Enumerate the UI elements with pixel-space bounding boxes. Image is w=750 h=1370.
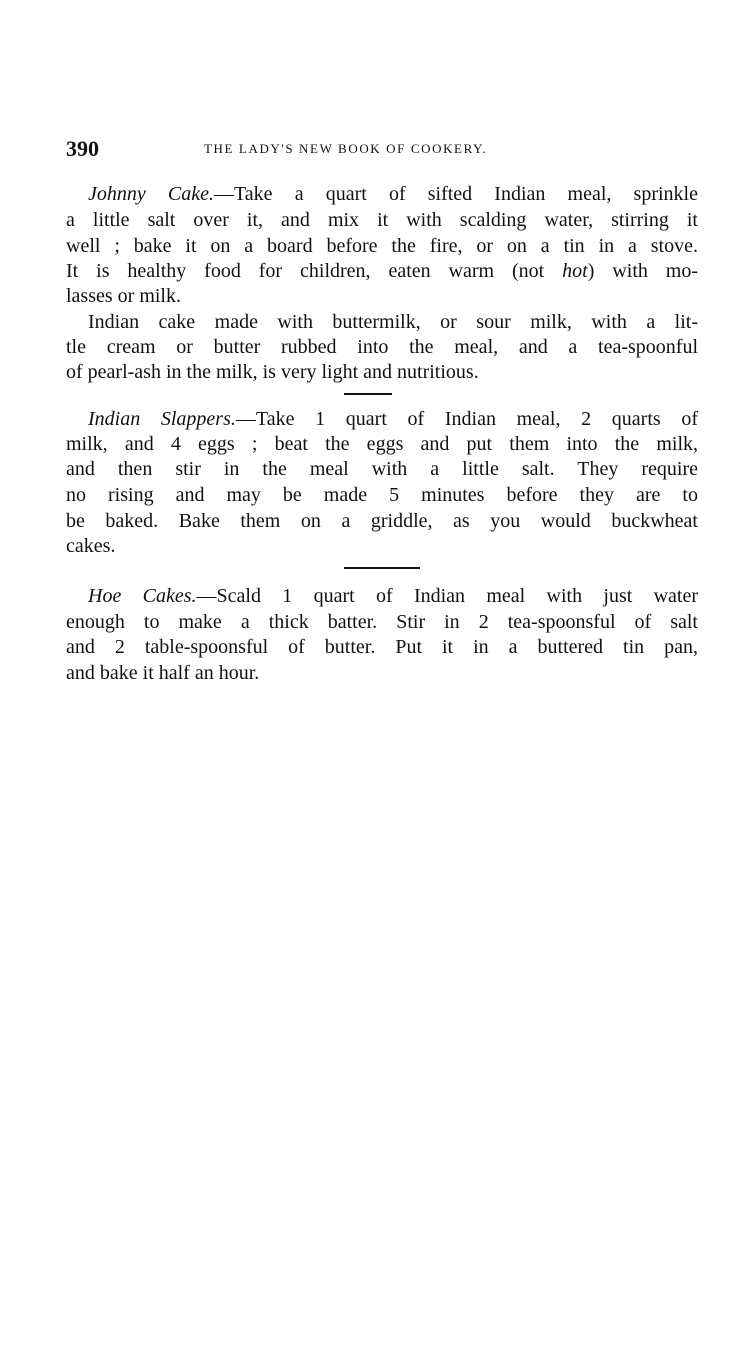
- text-segment: tle cream or butter rubbed into the meal, and a tea-spoonful: [66, 336, 698, 358]
- indian-slappers-line: [66, 432, 698, 456]
- text-segment: It is healthy food for children, eaten warm (not: [66, 260, 563, 282]
- text-segment: milk, and 4 eggs ; beat the eggs and put them into the milk,: [66, 433, 698, 455]
- text-segment: —Scald 1 quart of Indian meal with just water: [196, 585, 699, 607]
- running-title: THE LADY'S NEW BOOK OF COOKERY.: [204, 141, 488, 156]
- text-segment: ) with mo-: [587, 260, 699, 282]
- johnny-cake-line: [66, 259, 698, 283]
- indian-slappers-line: [66, 534, 698, 558]
- johnny-cake-line: [66, 234, 698, 258]
- johnny-cake-line: [66, 284, 698, 308]
- text-segment: and 2 table-spoonsful of butter. Put it in a buttered tin pan,: [66, 636, 698, 658]
- johnny-cake-line: [66, 208, 698, 232]
- text-segment: well ; bake it on a board before the fire, or on a tin in a stove.: [66, 235, 698, 257]
- indian-slappers-line: [66, 483, 698, 507]
- page-header: [66, 136, 698, 164]
- section-divider: [344, 567, 420, 569]
- section-divider: [344, 393, 392, 395]
- johnny-cake-line: [88, 182, 698, 206]
- page-number: 390: [66, 136, 99, 161]
- text-segment: and then stir in the meal with a little salt. They require: [66, 458, 698, 480]
- indian-slappers-line: [66, 457, 698, 481]
- indian-slappers-line: [66, 509, 698, 533]
- hoe-cakes-line: [66, 661, 698, 685]
- italic-text: Indian Slappers.: [88, 408, 236, 430]
- text-segment: of pearl-ash in the milk, is very light and nutritious.: [66, 361, 479, 383]
- text-segment: a little salt over it, and mix it with scalding water, stirring it: [66, 209, 698, 231]
- text-segment: be baked. Bake them on a griddle, as you would buckwheat: [66, 510, 698, 532]
- text-segment: lasses or milk.: [66, 285, 181, 307]
- italic-text: hot: [562, 260, 588, 282]
- johnny-cake-line: [66, 360, 698, 384]
- text-segment: and bake it half an hour.: [66, 662, 260, 684]
- johnny-cake-line: [88, 310, 698, 334]
- text-segment: —Take a quart of sifted Indian meal, sprinkle: [213, 183, 698, 205]
- hoe-cakes-line: [66, 610, 698, 634]
- text-segment: Indian cake made with buttermilk, or sour milk, with a lit-: [88, 311, 698, 333]
- hoe-cakes-line: [88, 584, 698, 608]
- johnny-cake-line: [66, 335, 698, 359]
- text-segment: enough to make a thick batter. Stir in 2 tea-spoonsful of salt: [66, 611, 698, 633]
- text-segment: no rising and may be made 5 minutes before they are to: [66, 484, 698, 506]
- text-segment: —Take 1 quart of Indian meal, 2 quarts of: [235, 408, 699, 430]
- italic-text: Johnny Cake.: [88, 183, 214, 205]
- italic-text: Hoe Cakes.: [88, 585, 197, 607]
- indian-slappers-line: [88, 407, 698, 431]
- hoe-cakes-line: [66, 635, 698, 659]
- text-segment: cakes.: [66, 535, 116, 557]
